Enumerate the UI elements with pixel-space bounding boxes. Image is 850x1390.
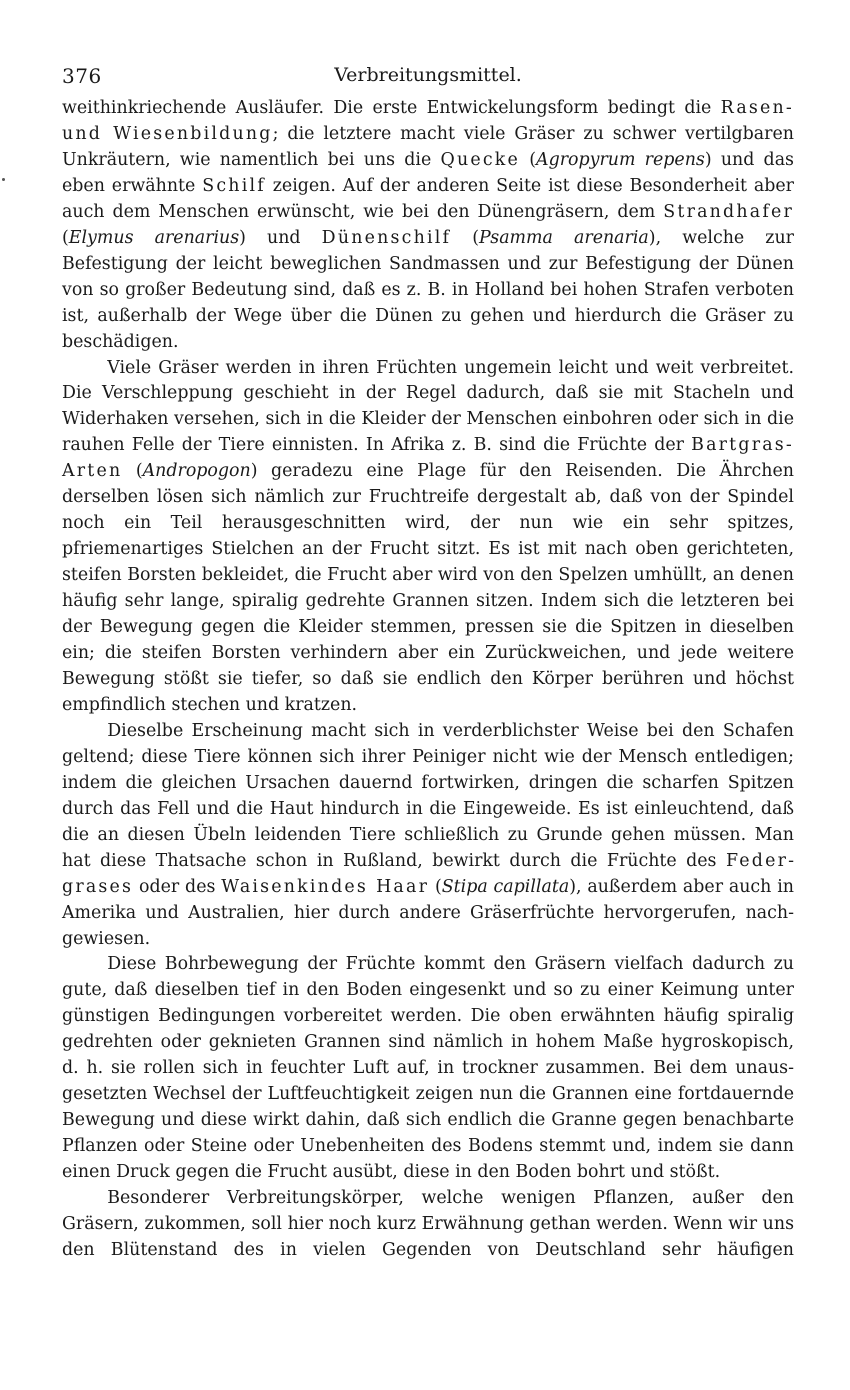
emphasized-term: Schilf: [202, 175, 266, 196]
emphasized-term: Strandhafer: [663, 201, 794, 222]
paragraph-1: [62, 96, 794, 356]
text-run: Viele Gräser werden in ihren Früchten ungemein leicht und weit verbreitet. Die Verschleppung geschieht in der Regel dadurch, daß sie mit Stacheln und Widerhaken versehen, sich in die Kleider der Menschen einbohren oder sich in die rauhen Felle der Tiere einnisten. In Afrika z. B. sind die Früchte der: [62, 357, 794, 456]
latin-name: Stipa capillata: [441, 876, 570, 897]
margin-speck: [2, 178, 5, 181]
text-run: ), außerdem aber auch in Amerika und Australien, hier durch andere Gräserfrüchte hervorgerufen, nachgewiesen.: [62, 876, 794, 949]
text-run: oder des: [133, 876, 222, 897]
text-run: ), welche zur Befestigung der leicht beweglichen Sandmassen und zur Befestigung der Dünen von so großer Bedeutung sind, daß es z. B. in Holland bei hohen Strafen verboten ist, außerhalb der Wege über die Dünen zu gehen und hierdurch die Gräser zu beschädigen.: [62, 227, 794, 352]
text-run: (: [122, 461, 143, 482]
paragraph-5: [62, 1186, 794, 1264]
emphasized-term: Bartgras-Arten: [62, 435, 794, 482]
emphasized-term: Quecke: [440, 149, 521, 170]
text-run: zeigen. Auf der anderen Seite ist diese Besonderheit aber auch dem Menschen erwünscht, wie bei den Dünengräsern, dem: [62, 175, 794, 222]
text-run: Diese Bohrbewegung der Früchte kommt den Gräsern vielfach dadurch zu gute, daß dieselben tief in den Boden eingesenkt und so zu einer Keimung unter günstigen Bedingungen vorbereitet werden. Die oben erwähnten häufig spiralig gedrehten oder geknieten Grannen sind nämlich in hohem Maße hygroskopisch, d. h. sie rollen sich in feuchter Luft auf, in trockner zusammen. Bei dem unausgesetzten Wechsel der Luftfeuchtigkeit zeigen nun die Grannen eine fortdauernde Bewegung und diese wirkt dahin, daß sich endlich die Granne gegen benachbarte Pflanzen oder Steine oder Unebenheiten des Bodens stemmt und, indem sie dann einen Druck gegen die Frucht ausübt, diese in den Boden bohrt und stößt.: [62, 954, 794, 1183]
page-number: 376: [62, 64, 102, 88]
emphasized-term: Rasen- und Wiesenbildung: [62, 98, 794, 144]
text-run: Dieselbe Erscheinung macht sich in verderblichster Weise bei den Schafen geltend; diese Tiere können sich ihrer Peiniger nicht wie der Mensch entledigen; indem die gleichen Ursachen dauernd fortwirken, dringen die scharfen Spitzen durch das Fell und die Haut hindurch in die Eingeweide. Es ist einleuchtend, daß die an diesen Übeln leidenden Tiere schließlich zu Grunde gehen müssen. Man hat diese Thatsache schon in Rußland, bewirkt durch die Früchte des: [62, 720, 794, 871]
latin-name: Andropogon: [142, 461, 251, 482]
paragraph-3: [62, 719, 794, 953]
text-run: ) und das eben erwähnte: [62, 149, 794, 196]
emphasized-term: Dünenschilf: [321, 227, 452, 248]
running-head: [62, 60, 794, 90]
paragraph-2: [62, 356, 794, 719]
text-run: (: [451, 227, 480, 248]
running-title: Verbreitungsmittel.: [334, 64, 522, 86]
book-page: [62, 60, 794, 1264]
text-run: (: [429, 876, 442, 897]
text-run: (: [520, 149, 537, 170]
emphasized-term: Waisenkindes Haar: [221, 876, 430, 897]
body-text: [62, 96, 794, 1264]
emphasized-term: Federgrases: [62, 850, 794, 897]
text-run: (: [62, 227, 69, 248]
text-run: Besonderer Verbreitungskörper, welche wenigen Pflanzen, außer den Gräsern, zukommen, soll hier noch kurz Erwähnung gethan werden. Wenn wir uns den Blütenstand des in vielen Gegenden von Deutschland sehr häufigen: [62, 1188, 794, 1260]
text-run: ) und: [239, 227, 322, 248]
paragraph-4: [62, 952, 794, 1186]
latin-name: Elymus arenarius: [68, 227, 240, 248]
latin-name: Agropyrum repens: [536, 149, 705, 170]
text-run: ; die letztere macht viele Gräser zu schwer vertilgbaren Unkräutern, wie namentlich bei uns die: [62, 123, 794, 170]
text-run: weithinkriechende Ausläufer. Die erste Entwickelungsform bedingt die: [62, 98, 721, 118]
text-run: ) geradezu eine Plage für den Reisenden. Die Ährchen derselben lösen sich nämlich zur Fruchtreife dergestalt ab, daß von der Spindel noch ein Teil herausgeschnitten wird, der nun wie ein sehr spitzes, pfriemenartiges Stielchen an der Frucht sitzt. Es ist mit nach oben gerichteten, steifen Borsten bekleidet, die Frucht aber wird von den Spelzen umhüllt, an denen häufig sehr lange, spiralig gedrehte Grannen sitzen. Indem sich die letzteren bei der Bewegung gegen die Kleider stemmen, pressen sie die Spitzen in dieselben ein; die steifen Borsten verhindern aber ein Zurückweichen, und jede weitere Bewegung stößt sie tiefer, so daß sie endlich den Körper berühren und höchst empfindlich stechen und kratzen.: [62, 461, 794, 715]
latin-name: Psamma arenaria: [479, 227, 649, 248]
